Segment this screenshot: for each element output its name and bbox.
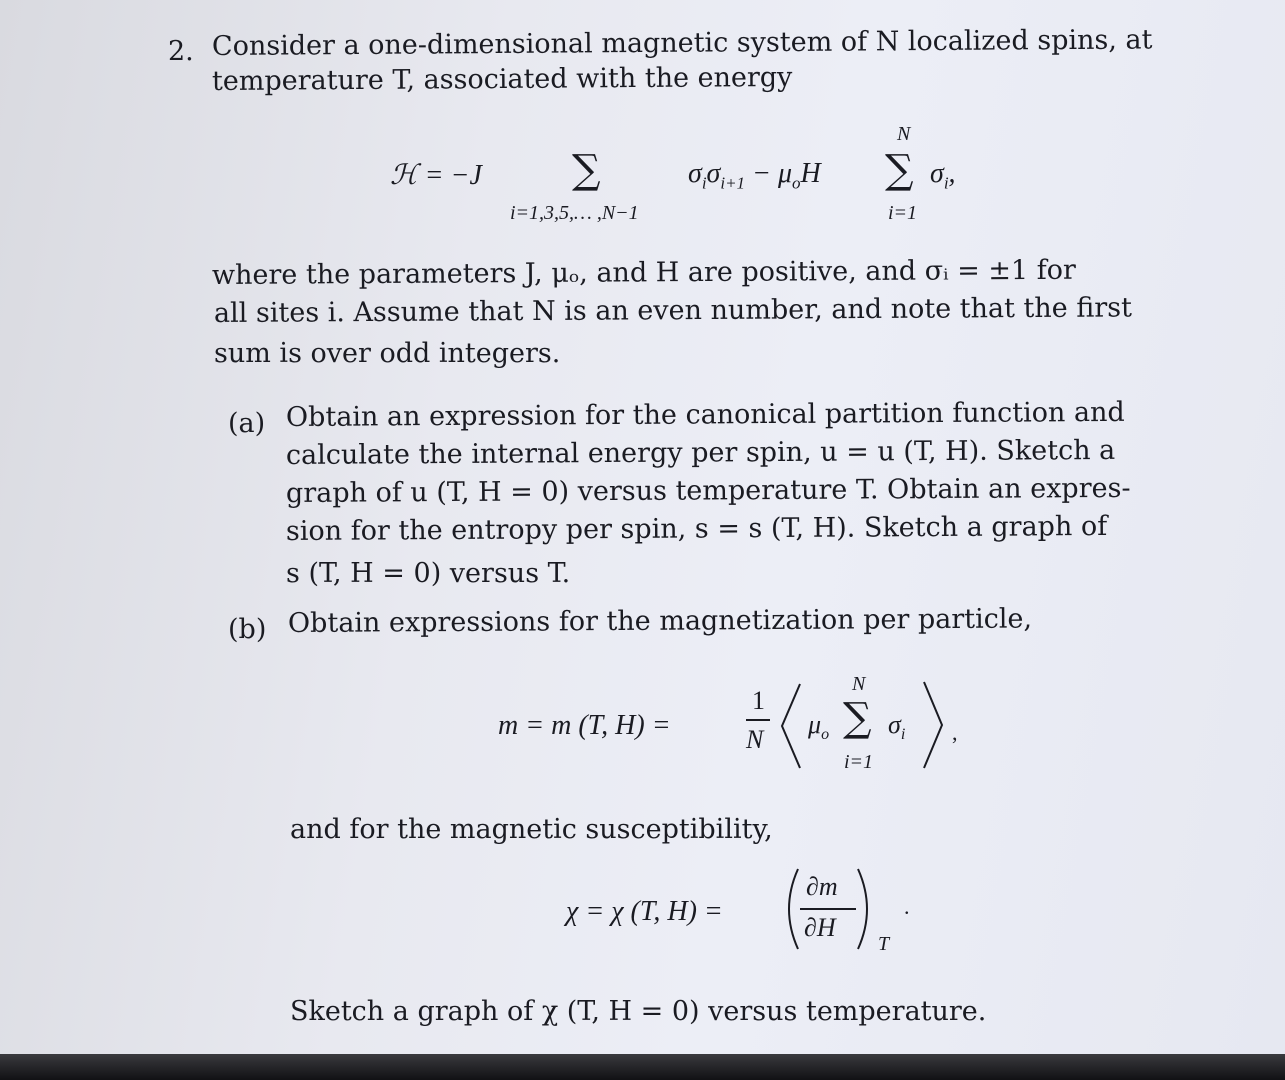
fraction-bar bbox=[746, 719, 770, 721]
para2-line-2: all sites i. Assume that N is an even number, and note that the first bbox=[213, 292, 1132, 329]
sum-mag-lower-limit: i=1 bbox=[844, 751, 874, 773]
sigma-i-plus-1-subscript: i+1 bbox=[720, 173, 746, 193]
angle-bracket-left bbox=[776, 680, 804, 772]
sum-all-lower-limit: i=1 bbox=[888, 202, 918, 224]
part-a-line-1: Obtain an expression for the canonical partition function and bbox=[285, 396, 1125, 433]
para2-line-3: sum is over odd integers. bbox=[214, 338, 561, 369]
sum-symbol-all: ∑ bbox=[885, 147, 914, 193]
para2-line-1: where the parameters J, μₒ, and H are positive, and σᵢ = ±1 for bbox=[211, 254, 1077, 291]
sum-all-upper-limit: N bbox=[897, 123, 911, 145]
part-b-line-2: and for the magnetic susceptibility, bbox=[290, 814, 773, 845]
part-a-line-2: calculate the internal energy per spin, u = u (T, H). Sketch a bbox=[285, 434, 1116, 471]
sum-symbol-odd: ∑ bbox=[572, 147, 601, 193]
partial-subscript-T: T bbox=[878, 933, 890, 955]
fraction-numerator: 1 bbox=[752, 686, 765, 715]
sigma-i-mag: $\sigma_i$ bbox=[888, 710, 906, 744]
problem-number: 2. bbox=[168, 36, 194, 67]
susceptibility-dot: . bbox=[904, 894, 910, 919]
paren-left bbox=[778, 866, 802, 952]
angle-bracket-right bbox=[920, 678, 948, 772]
sum-mag-upper-limit: N bbox=[852, 673, 866, 695]
minus-mu: − μ bbox=[752, 158, 793, 189]
partial-denominator: ∂H bbox=[804, 913, 836, 942]
intro-line-1: Consider a one-dimensional magnetic system of N localized spins, at bbox=[211, 24, 1153, 62]
sigma-i: σ bbox=[688, 158, 702, 189]
spin-product-term bbox=[688, 160, 821, 192]
sum-odd-lower-limit: i=1,3,5,… ,N−1 bbox=[510, 202, 639, 224]
part-b-line-3: Sketch a graph of χ (T, H = 0) versus temperature. bbox=[290, 996, 987, 1027]
mu-subscript: o bbox=[792, 173, 801, 193]
screen-bottom-edge bbox=[0, 1054, 1285, 1080]
sigma-i-final: $\sigma_i$, bbox=[930, 158, 956, 193]
susceptibility-lhs: χ = χ (T, H) = bbox=[566, 896, 723, 927]
sigma-i-subscript: i bbox=[701, 173, 707, 193]
field-H: H bbox=[800, 158, 821, 189]
paren-right bbox=[854, 866, 878, 952]
intro-line-2: temperature T, associated with the energy bbox=[211, 61, 793, 97]
part-b-label: (b) bbox=[228, 614, 267, 645]
magnetization-comma: , bbox=[952, 720, 958, 745]
sigma-i-plus-1: σ bbox=[706, 158, 721, 189]
hamiltonian-lhs: ℋ = −J bbox=[390, 160, 482, 191]
partial-numerator: ∂m bbox=[806, 872, 838, 901]
sum-mag-symbol: ∑ bbox=[843, 695, 872, 741]
magnetization-lhs: m = m (T, H) = bbox=[498, 710, 671, 741]
part-a-line-3: graph of u (T, H = 0) versus temperature T. Obtain an expres- bbox=[285, 472, 1131, 509]
part-a-line-4: sion for the entropy per spin, s = s (T, H). Sketch a graph of bbox=[285, 510, 1108, 547]
part-a-label: (a) bbox=[228, 408, 266, 439]
part-b-line-1: Obtain expressions for the magnetization per particle, bbox=[287, 603, 1033, 639]
fraction-denominator: N bbox=[746, 725, 764, 754]
mu-o: $\mu_o$ bbox=[808, 710, 830, 744]
part-a-line-5: s (T, H = 0) versus T. bbox=[286, 558, 571, 589]
partial-fraction-bar bbox=[800, 908, 856, 910]
